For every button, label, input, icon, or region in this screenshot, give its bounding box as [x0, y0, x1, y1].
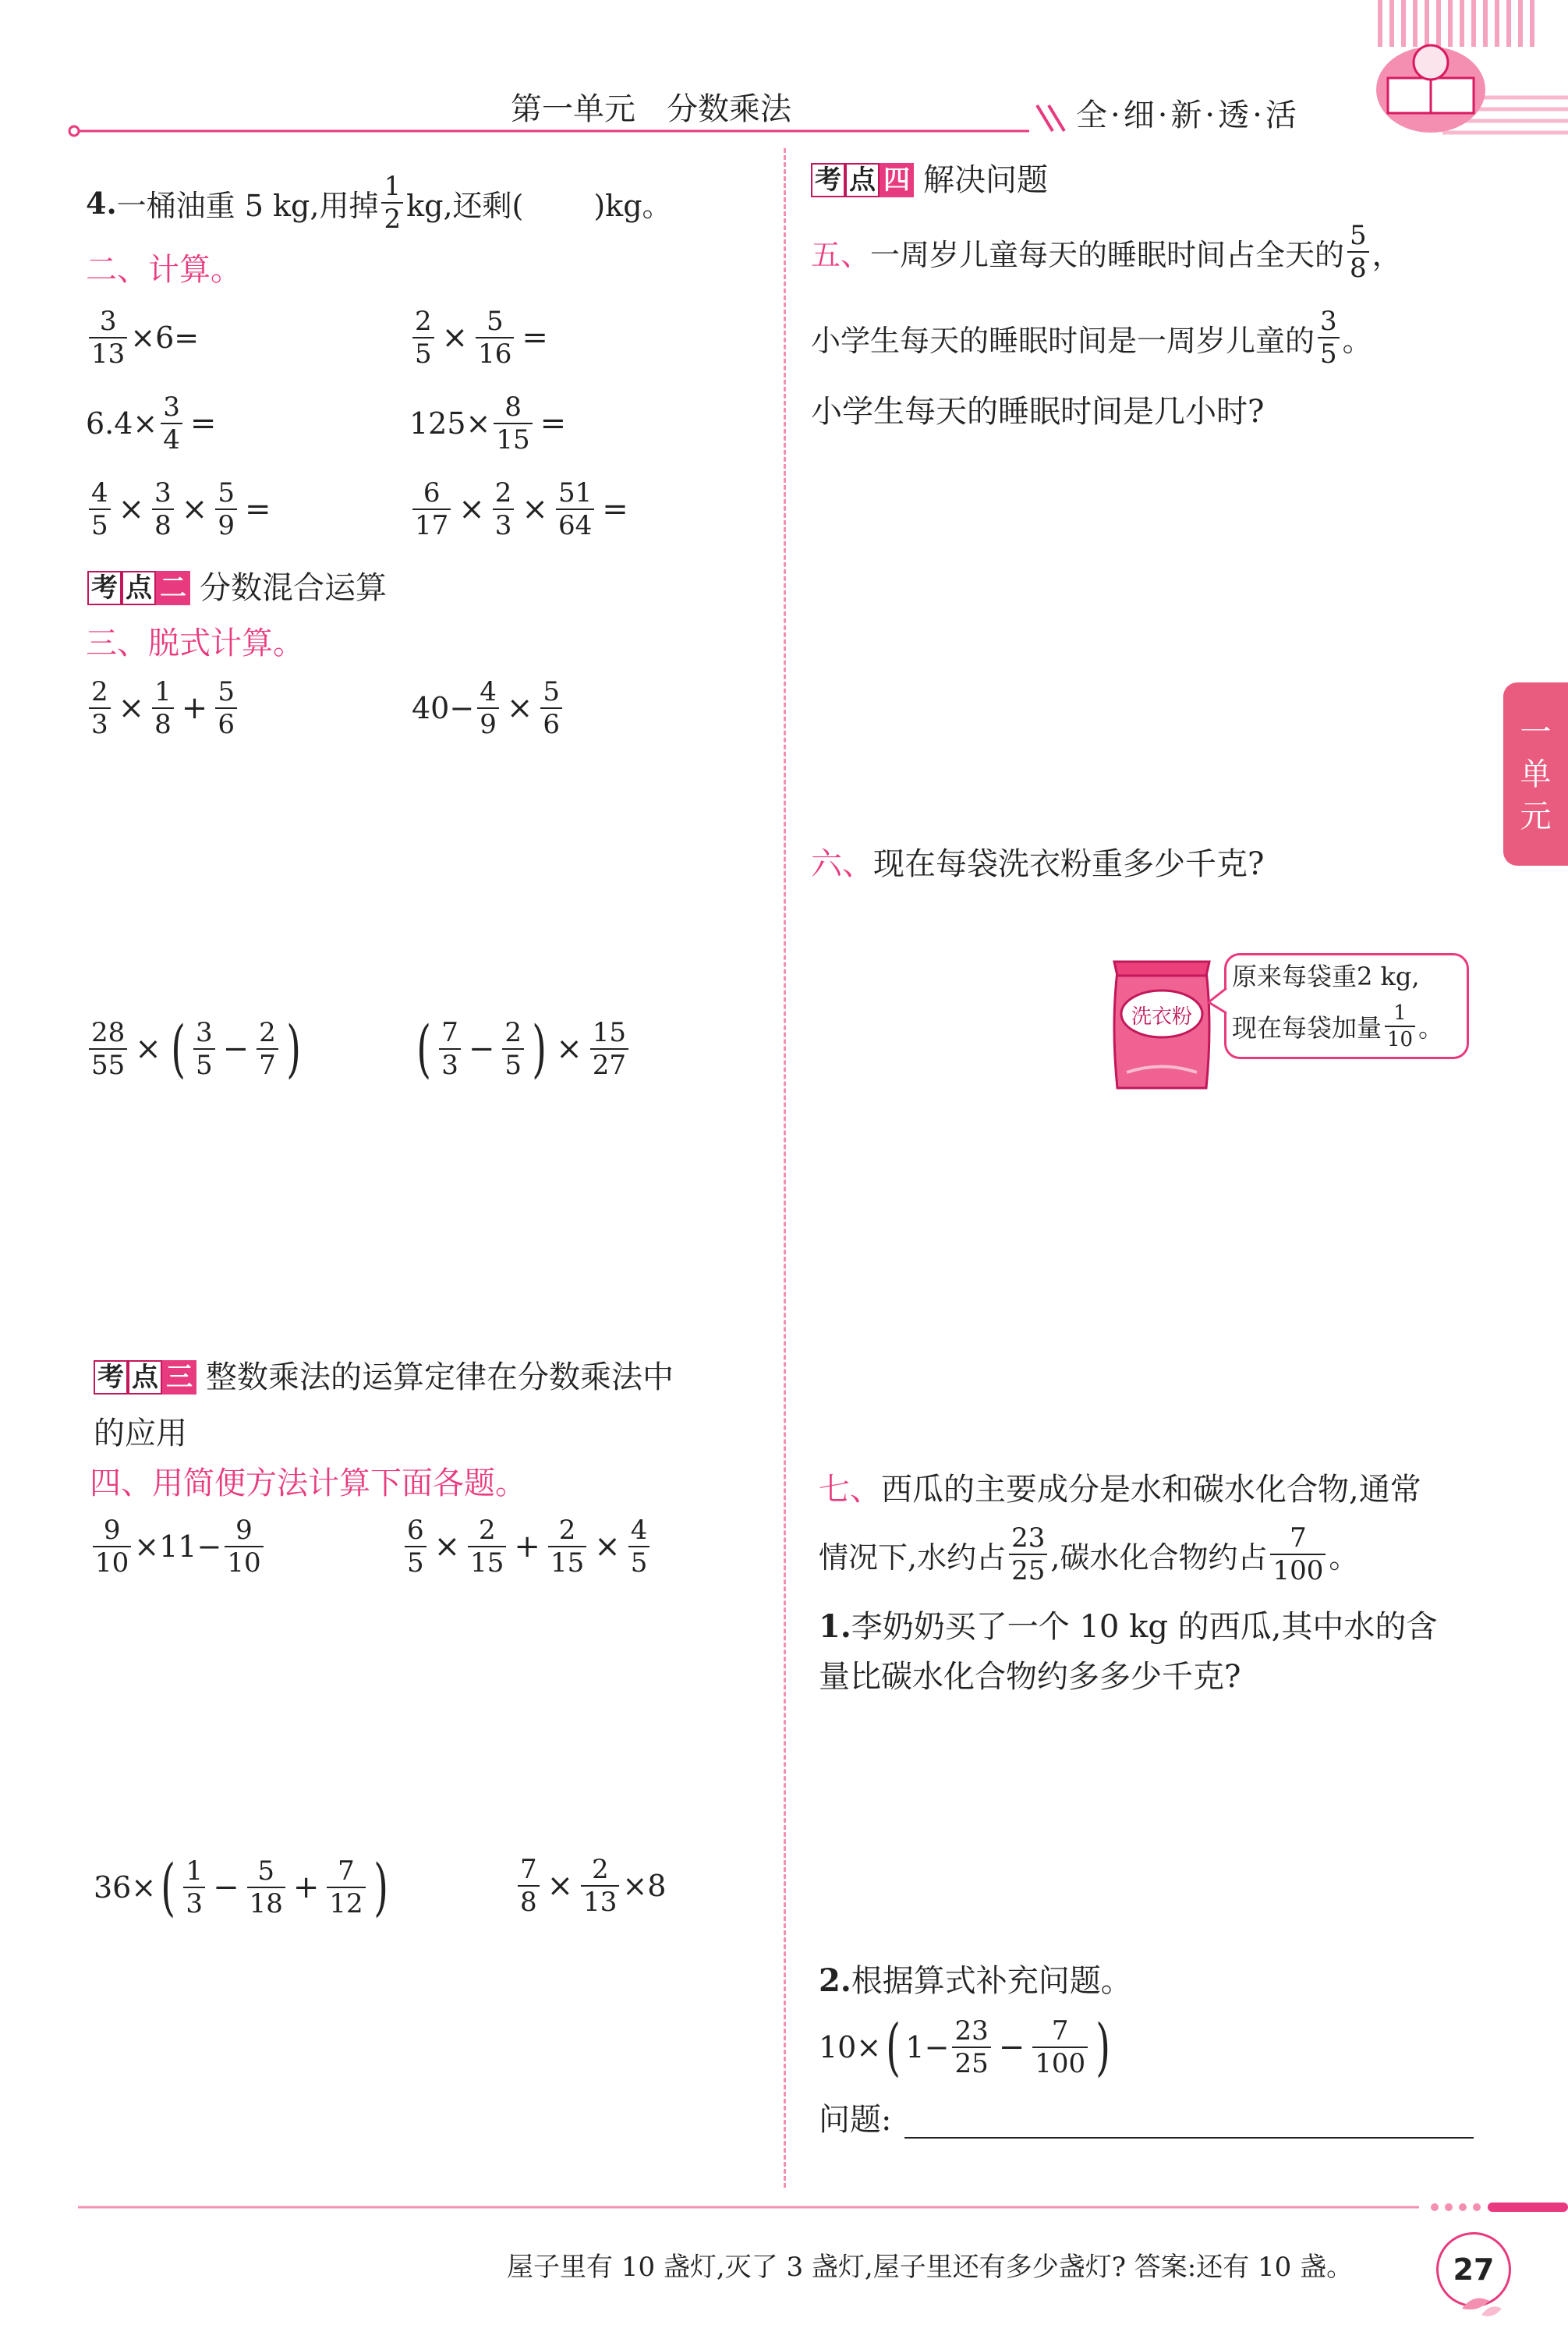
- bubble-line-1: 原来每袋重2 kg,: [1232, 962, 1420, 991]
- question-label: 问题:: [819, 2102, 892, 2138]
- question-7-expression: 10× ( 1− $\frac{23}{25}$ − $\frac{7}{100}$ ): [819, 2011, 1111, 2083]
- kaodian-3-label-cont: 的应用: [94, 1416, 187, 1451]
- side-tab-char: 单: [1520, 756, 1552, 792]
- kaodian-4-header: 考 点 四 解决问题: [811, 160, 1048, 200]
- unit-side-tab[interactable]: [1503, 682, 1568, 866]
- mixed-calc-1: $\frac{2}{3}$ × $\frac{1}{8}$ + $\frac{5}{6}$: [86, 679, 240, 738]
- question-5-line-2: 小学生每天的睡眠时间是一周岁儿童的 $\frac{3}{5}$ 。: [811, 306, 1372, 370]
- calc-a: $\frac{3}{13}$ ×6=: [86, 308, 199, 367]
- section-2-title: 二、计算。: [86, 252, 242, 288]
- mixed-calc-3: $\frac{28}{55}$ × ( $\frac{3}{5}$ − $\frac{2}{7}$ ): [86, 1018, 306, 1080]
- bag-label: 洗衣粉: [1131, 1005, 1192, 1029]
- question-5-line-1: 五、 一周岁儿童每天的睡眠时间占全天的 $\frac{5}{8}$ ，: [811, 220, 1402, 284]
- speech-bubble-tail: [1207, 987, 1230, 1018]
- leaf-icon: [1458, 2293, 1505, 2324]
- footer-rule: [0, 2192, 1568, 2223]
- question-7-part-2: 2.根据算式补充问题。: [819, 1962, 1132, 1999]
- unit-title: 第一单元 分数乘法: [511, 91, 791, 127]
- question-6: 六、现在每袋洗衣粉重多少千克?: [811, 846, 1265, 882]
- slogan: 全·细·新·透·活: [1076, 97, 1300, 133]
- side-tab-char: 元: [1520, 798, 1552, 835]
- simple-calc-4: $\frac{7}{8}$ × $\frac{2}{13}$ ×8: [515, 1856, 666, 1915]
- simple-calc-1: $\frac{9}{10}$ ×11− $\frac{9}{10}$: [90, 1517, 267, 1576]
- fraction: $\frac{1}{2}$: [381, 173, 403, 232]
- kaodian-2-header: 考 点 二 分数混合运算: [87, 568, 387, 608]
- calc-f: $\frac{6}{17}$ × $\frac{2}{3}$ × $\frac{51}{64}$ =: [409, 480, 633, 539]
- calc-d: 125× $\frac{8}{15}$ =: [409, 392, 567, 455]
- section-3-title: 三、脱式计算。: [86, 626, 304, 661]
- column-divider: [784, 148, 786, 2188]
- section-4-title: 四、用简便方法计算下面各题。: [90, 1465, 526, 1501]
- simple-calc-2: $\frac{6}{5}$ × $\frac{2}{15}$ + $\frac{2}{15}$ × $\frac{4}{5}$: [402, 1517, 653, 1576]
- calc-e: $\frac{4}{5}$ × $\frac{3}{8}$ × $\frac{5}{9}$ =: [86, 480, 275, 539]
- question-4: 4. 一桶油重 5 kg,用掉 $\frac{1}{2}$ kg,还剩( )kg。: [86, 171, 672, 235]
- question-answer-line[interactable]: [904, 2137, 1474, 2139]
- question-7-part-1-cont: 量比碳水化合物约多多少千克?: [819, 1659, 1241, 1695]
- question-7-line-1: 七、西瓜的主要成分是水和碳水化合物,通常: [819, 1472, 1421, 1508]
- question-5-line-3: 小学生每天的睡眠时间是几小时?: [811, 394, 1265, 430]
- question-7-part-1: 1.李奶奶买了一个 10 kg 的西瓜,其中水的含: [819, 1608, 1438, 1645]
- calc-c: 6.4× $\frac{3}{4}$ =: [86, 392, 217, 455]
- bubble-line-2: 现在每袋加量 $\frac{1}{10}$ 。: [1232, 1001, 1444, 1051]
- question-7-line-2: 情况下,水约占 $\frac{23}{25}$ ,碳水化合物约占 $\frac{7}{100}$ 。: [819, 1522, 1359, 1586]
- mixed-calc-4: ( $\frac{7}{3}$ − $\frac{2}{5}$ ) × $\frac{15}{27}$: [412, 1018, 632, 1080]
- simple-calc-3: 36× ( $\frac{1}{3}$ − $\frac{5}{18}$ + $\frac{7}{12}$ ): [94, 1851, 388, 1923]
- calc-b: $\frac{2}{5}$ × $\frac{5}{16}$ =: [409, 308, 553, 367]
- footer-riddle: 屋子里有 10 盏灯,灭了 3 盏灯,屋子里还有多少盏灯? 答案:还有 10 盏。: [507, 2252, 1354, 2283]
- page-number: 27: [1436, 2232, 1511, 2307]
- kaodian-3-header: 考 点 三 整数乘法的运算定律在分数乘法中: [94, 1357, 674, 1398]
- mixed-calc-2: 40− $\frac{4}{9}$ × $\frac{5}{6}$: [412, 679, 565, 738]
- side-tab-char: 一: [1520, 714, 1552, 750]
- header-decoration: [0, 0, 1568, 156]
